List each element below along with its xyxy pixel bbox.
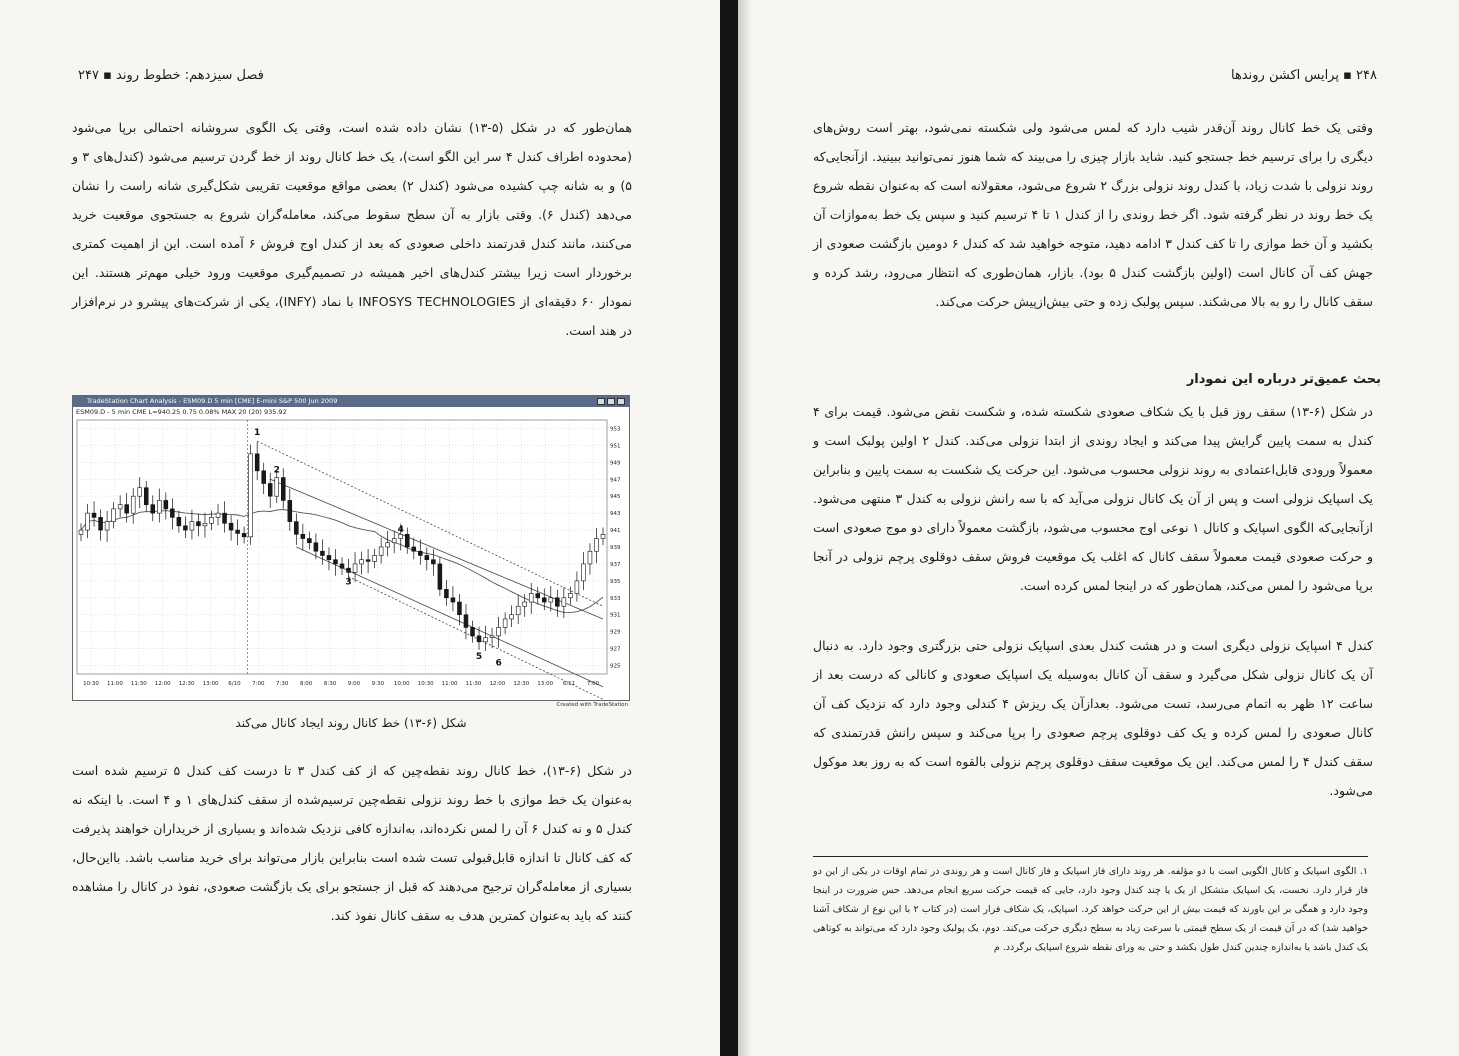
candle-body <box>183 526 187 530</box>
left-paragraph-1 <box>72 113 632 345</box>
candle-body <box>438 564 442 589</box>
candle-body <box>581 564 585 581</box>
candle-body <box>177 517 181 525</box>
candle-body <box>79 530 83 534</box>
candle-body <box>379 547 383 555</box>
candle-body <box>360 560 364 564</box>
candle-body <box>157 500 161 513</box>
y-tick-label: 945 <box>610 494 621 501</box>
price-chart-figure <box>72 395 630 713</box>
footnote: ۱. الگوی اسپایک و کانال الگویی است با دو مؤلفه. هر روند دارای فاز اسپایک و فاز کانال است و هر روندی در تمام اوقات در یکی از این دو فاز قرار دارد. نخست، یک اسپایک متشکل از یک یا چند کندل وجود دارد، جایی که قیمت حرکت سریع انجام می‌دهد. حس ضرورت در اینجا وجود دارد و همگی بر این باورند که قیمت بیش از این حرکت خواهد کرد. اسپایک، یک شکاف فرار است (در کتاب ۲ با این نوع از شکاف آشنا خواهید شد) که در آن قیمت از یک سطح قیمتی با سرعت زیاد به سطح دیگری حرکت می‌کند. دوم، یک پولبک وجود دارد که می‌تواند به کوتاهی یک کندل باشد یا به‌اندازه چندین کندل طول بکشد و حتی به ورای نقطه شروع اسپایک برگردد. م <box>813 866 1369 953</box>
candle-body <box>196 522 200 526</box>
minimize-icon[interactable] <box>597 398 605 405</box>
close-icon[interactable] <box>617 398 625 405</box>
x-tick-label: 12:00 <box>489 681 506 687</box>
candle-body <box>412 547 416 551</box>
candle-body <box>399 534 403 538</box>
candle-body <box>516 606 520 614</box>
y-tick-label: 941 <box>610 528 621 535</box>
y-tick-label: 943 <box>610 511 621 518</box>
candle-annotation-label: 1 <box>254 428 261 439</box>
candle-body <box>236 530 240 533</box>
y-tick-label: 949 <box>610 460 621 467</box>
right-page-header: ۲۴۸ ▪ پرایس اکشن روندها <box>1231 68 1377 83</box>
x-tick-label: 11:30 <box>465 681 482 687</box>
candle-body <box>294 522 298 535</box>
candle-body <box>275 478 279 497</box>
footnote-divider <box>813 856 1368 857</box>
candle-body <box>497 627 501 635</box>
candle-body <box>92 513 96 517</box>
candle-body <box>320 551 324 555</box>
candle-body <box>536 594 540 598</box>
candle-body <box>99 517 103 530</box>
left-paragraph-2 <box>72 756 632 930</box>
candle-body <box>353 564 357 572</box>
candle-body <box>112 509 116 522</box>
candle-body <box>223 513 227 523</box>
candle-body <box>405 534 409 547</box>
x-tick-label: 12:30 <box>178 681 195 687</box>
candle-body <box>307 539 311 543</box>
candle-body <box>347 568 351 572</box>
right-paragraph-2 <box>813 397 1373 600</box>
candle-body <box>144 488 148 505</box>
candle-body <box>568 594 572 598</box>
right-paragraph-3-text: کندل ۴ اسپایک نزولی دیگری است و در هشت کندل بعدی اسپایک نزولی حتی بزرگتری وجود دارد. به دنبال آن یک کانال نزولی شکل می‌گیرد و سقف آن کانال به‌وسیله یک اسپایک صعودی و کانالی که درست بعد از ساعت ۱۲ ظهر به اتمام می‌رسد، تست می‌شود. بعدازآن یک ریزش ۴ کندلی وجود دارد که نزدیک کف آن کانال صعودی را لمس کرده و یک کف دوقلوی پرچم صعودی را برپا می‌کند و سپس رانش قدرتمندی که سقف کندل ۴ را لمس می‌کند. این یک موقعیت سقف دوقلوی پرچم نزولی بالقوه است که به روز بعد موکول می‌شود. <box>813 638 1374 798</box>
candle-body <box>523 602 527 606</box>
candle-body <box>490 636 494 638</box>
candle-body <box>210 517 214 523</box>
candle-annotation-label: 4 <box>397 524 404 535</box>
y-tick-label: 931 <box>610 612 621 619</box>
candle-annotation-label: 5 <box>475 651 483 662</box>
candle-body <box>288 500 292 521</box>
candle-body <box>444 589 448 597</box>
candle-body <box>425 555 429 559</box>
chart-info-bar: ESM09.D - 5 min CME L=940.25 0.75 0.08% MAX 20 (20) 935.92 <box>76 408 287 416</box>
candle-body <box>575 581 579 594</box>
right-paragraph-1-text: وقتی یک خط کانال روند آن‌قدر شیب دارد که لمس می‌شود ولی شکسته نمی‌شود، بهتر است روش‌های دیگری را برای ترسیم خط جستجو کنید. شاید بازار چیزی را می‌بیند که شما هنوز نمی‌توانید ببینید. ازآنجایی‌که روند نزولی با شدت زیاد، با کندل روند نزولی بزرگ ۲ شروع می‌شود، معقولانه است که به‌عنوان نقطه شروع یک خط روند در نظر گرفته شود. اگر خط روندی را از کندل ۱ تا ۴ ترسیم کنید و سپس یک خط به‌موازات آن بکشید و آن خط موازی را تا کف کندل ۳ ادامه دهید، متوجه خواهید شد که کندل ۶ دومین بازگشت صعودی از جهش کف آن کانال است (اولین بازگشت کندل ۵ بود). بازار، همان‌طوری که انتظار می‌رود، رشد کرده و سقف کانال را رو به بالا می‌شکند. سپس پولبک زده و حتی بیش‌ازپیش حرکت می‌کند. <box>813 120 1373 309</box>
candle-body <box>327 555 331 559</box>
x-tick-label: 13:00 <box>202 681 219 687</box>
y-tick-label: 953 <box>610 426 621 433</box>
candle-body <box>105 522 109 530</box>
right-paragraph-1 <box>813 113 1373 316</box>
x-tick-label: 9:00 <box>347 681 361 687</box>
x-tick-label: 9:30 <box>371 681 385 687</box>
candle-body <box>138 488 142 496</box>
y-tick-label: 925 <box>610 663 621 670</box>
candle-body <box>164 500 168 508</box>
candle-body <box>86 513 90 530</box>
x-tick-label: 7:00 <box>252 681 265 687</box>
x-tick-label: 6/11 <box>562 681 576 687</box>
gutter-shadow <box>738 0 752 1056</box>
left-page <box>0 0 720 1056</box>
candle-body <box>249 454 253 537</box>
x-tick-label: 10:30 <box>83 681 99 687</box>
left-page-header: فصل سیزدهم: خطوط روند ▪ ۲۴۷ <box>78 68 264 83</box>
x-tick-label: 8:00 <box>299 681 313 687</box>
candle-body <box>118 505 122 509</box>
candle-body <box>510 615 514 619</box>
candle-body <box>170 509 174 517</box>
candle-body <box>386 543 390 547</box>
candle-body <box>314 543 318 551</box>
x-tick-label: 11:30 <box>130 681 147 687</box>
x-tick-label: 10:00 <box>393 681 410 687</box>
candle-body <box>268 484 272 497</box>
candle-annotation-label: 6 <box>495 658 502 669</box>
candle-body <box>464 615 468 628</box>
candle-body <box>451 598 455 602</box>
candle-body <box>203 523 207 526</box>
y-tick-label: 947 <box>610 477 621 484</box>
x-tick-label: 8:30 <box>323 681 337 687</box>
x-tick-label: 7:00 <box>586 681 600 687</box>
candle-body <box>588 551 592 564</box>
candle-body <box>601 534 605 538</box>
chart-credit: Created with TradeStation <box>556 702 628 708</box>
candle-body <box>131 496 135 513</box>
candle-body <box>529 594 533 602</box>
candle-body <box>392 539 396 543</box>
y-tick-label: 927 <box>610 646 621 653</box>
candle-body <box>418 551 422 555</box>
y-tick-label: 951 <box>610 443 621 450</box>
candle-body <box>229 523 233 530</box>
right-page <box>738 0 1459 1056</box>
candle-body <box>255 454 259 471</box>
candle-body <box>484 638 488 642</box>
x-tick-label: 12:30 <box>513 681 530 687</box>
candle-body <box>262 471 266 484</box>
candle-annotation-label: 2 <box>273 465 280 476</box>
x-tick-label: 13:00 <box>537 681 554 687</box>
candle-body <box>216 513 220 517</box>
candle-body <box>477 636 481 642</box>
y-tick-label: 939 <box>610 545 621 551</box>
candle-body <box>549 598 553 602</box>
x-tick-label: 12:00 <box>154 681 171 687</box>
chart-frame <box>72 395 630 701</box>
candle-annotation-label: 3 <box>345 577 352 588</box>
x-tick-label: 6/10 <box>228 681 241 687</box>
candle-body <box>542 598 546 602</box>
candle-body <box>457 602 461 615</box>
candle-body <box>242 533 246 536</box>
figure-caption: شکل (۶-۱۳) خط کانال روند ایجاد کانال می‌کند <box>235 716 467 730</box>
candle-body <box>431 560 435 564</box>
book-gutter <box>720 0 738 1056</box>
candle-body <box>334 560 338 564</box>
candle-body <box>471 627 475 635</box>
candle-body <box>373 555 377 561</box>
x-tick-label: 11:00 <box>106 681 123 687</box>
candle-body <box>562 598 566 606</box>
candle-body <box>151 505 155 513</box>
candle-body <box>595 539 599 552</box>
candle-body <box>366 560 370 562</box>
y-tick-label: 935 <box>610 578 621 585</box>
right-paragraph-3 <box>813 631 1373 805</box>
left-paragraph-2-text: در شکل (۶-۱۳)، خط کانال روند نقطه‌چین که از کف کندل ۳ تا درست کف کندل ۵ ترسیم شده است به‌عنوان یک خط موازی با خط روند نزولی نقطه‌چین ترسیم‌شده از سقف کندل‌های ۱ و ۴ است. با اینکه نه کندل ۵ و نه کندل ۶ آن را لمس نکرده‌اند، به‌اندازه کافی نزدیک شده‌اند و بسیاری از خریداران خواهند پذیرفت که کف کانال تا اندازه قابل‌قبولی تست شده است بنابراین بازار می‌تواند برای خرید مناسب باشد. بااین‌حال، بسیاری از معامله‌گران ترجیح می‌دهند که قبل از جستجو برای یک بازگشت صعودی، نفوذ در کانال را مشاهده کنند که باید به‌عنوان کمترین هدف به سقف کانال نفوذ کند. <box>72 763 632 923</box>
right-paragraph-2-text: در شکل (۶-۱۳) سقف روز قبل با یک شکاف صعودی شکسته شده، و شکست نقض می‌شود. قیمت برای ۴ کندل به سمت پایین گرایش پیدا می‌کند و ایجاد روندی از ابتدا نزولی می‌کند. کندل ۲ اولین پولبک است و معمولاً ورودی قابل‌اعتمادی به روند نزولی محسوب می‌شود. این حرکت یک شکست به سمت پایین و بنابراین یک اسپایک نزولی است و پس از آن یک کانال نزولی می‌آید که با سه رانش نزولی به کندل ۳ منتهی می‌شود. ازآنجایی‌که الگوی اسپایک و کانال ۱ نوعی اوج محسوب می‌شود، بازگشت معمولاً دارای دو موج صعودی است و حرکت صعودی قیمت معمولاً سقف کانال که اغلب یک موقعیت فروش سقف دوقلوی پرچم نزولی در آنجا برپا می‌شود را لمس می‌کند، همان‌طور که در اینجا لمس کرده است. <box>813 404 1373 593</box>
x-tick-label: 7:30 <box>276 681 289 687</box>
x-tick-label: 10:30 <box>417 681 434 687</box>
candle-body <box>301 534 305 538</box>
candle-body <box>340 564 344 568</box>
candle-body <box>555 598 559 606</box>
candle-body <box>125 505 129 513</box>
left-paragraph-1-text: همان‌طور که در شکل (۵-۱۳) نشان داده شده است، وقتی یک الگوی سروشانه احتمالی برپا می‌شود (محدوده اطراف کندل ۴ سر این الگو است)، یک خط کانال روند از خط گردن ترسیم می‌شود (کندل‌های ۳ و ۵) و به شانه چپ کشیده می‌شود (کندل ۲) بعضی مواقع موقعیت تقریبی شکل‌گیری شانه راست را نشان می‌دهد (کندل ۶). وقتی بازار به آن سطح سقوط می‌کند، معامله‌گران شروع به جستجوی موقعیت خرید می‌کنند، مانند کندل قدرتمند داخلی صعودی که بعد از کندل اوج فروش ۶ آمده است. این از اهمیت کمتری برخوردار است زیرا بیشتر کندل‌های اخیر همیشه در تصمیم‌گیری موقعیت ورود خیلی مهم‌تر هستند. این نمودار ۶۰ دقیقه‌ای از INFOSYS TECHNOLOGIES با نماد (INFY)، یکی از شرکت‌های پیشرو در نرم‌افزار در هند است. <box>72 120 633 338</box>
y-tick-label: 937 <box>610 561 621 568</box>
chart-window-title: TradeStation Chart Analysis - ESM09.D 5 min [CME] E-mini S&P 500 Jun 2009 <box>73 396 629 407</box>
y-tick-label: 933 <box>610 595 621 602</box>
section-heading: بحث عمیق‌تر درباره این نمودار <box>1186 372 1381 387</box>
candle-body <box>503 619 507 627</box>
x-tick-label: 11:00 <box>441 681 458 687</box>
y-tick-label: 929 <box>610 629 621 636</box>
maximize-icon[interactable] <box>607 398 615 405</box>
candle-body <box>281 478 285 501</box>
candle-body <box>190 522 194 530</box>
candlestick-chart <box>73 416 629 701</box>
